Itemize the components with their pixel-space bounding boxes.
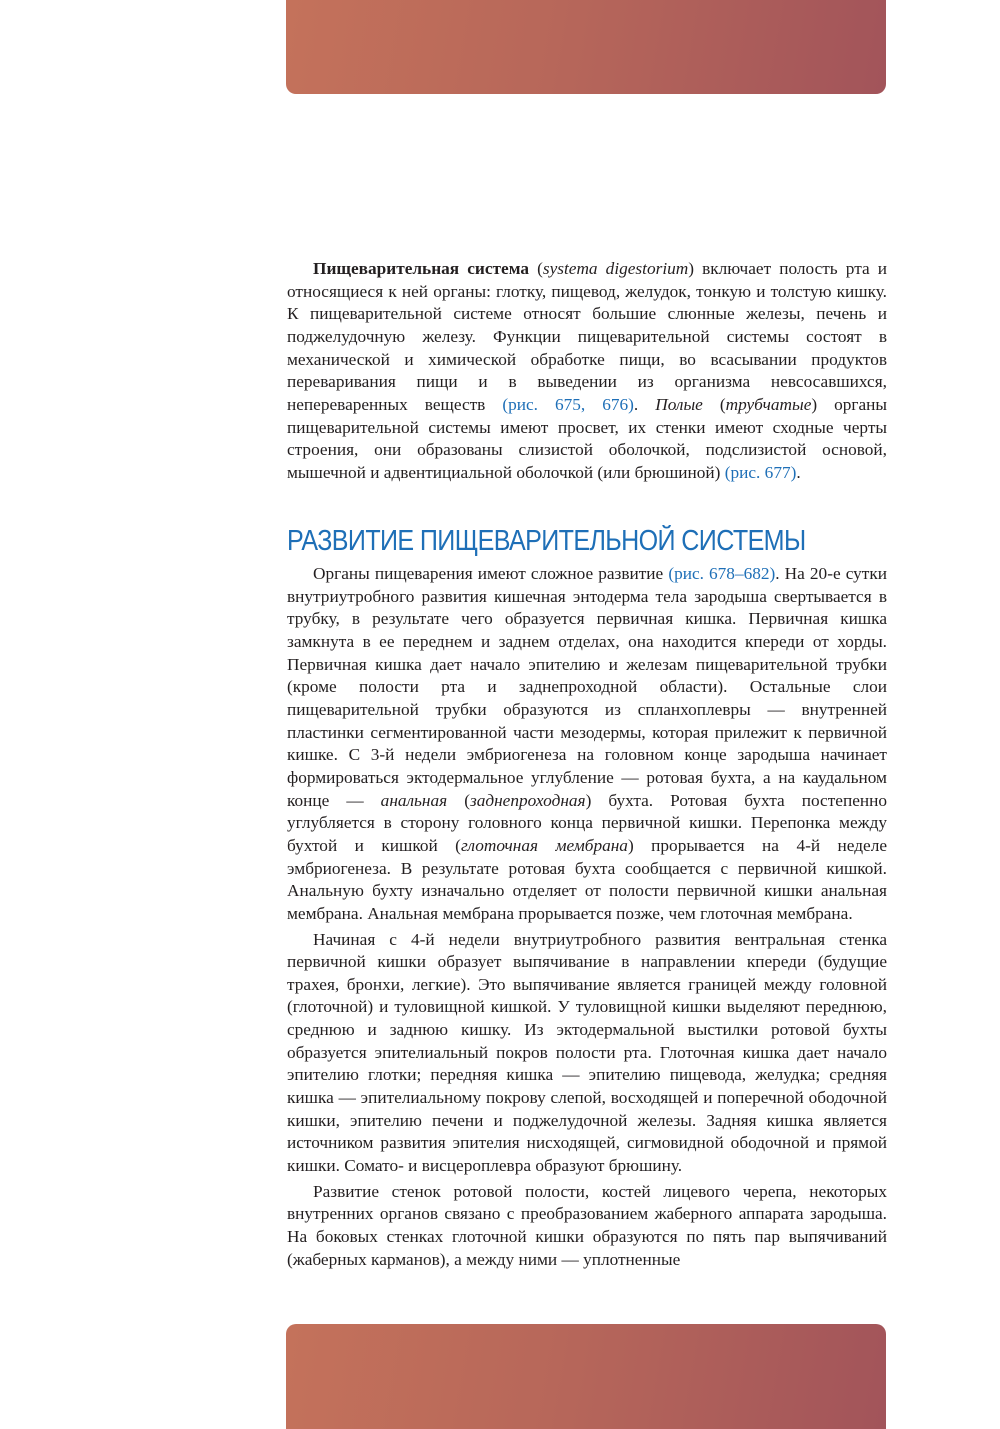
latin-term: systema digestorium [542, 259, 689, 278]
term-posterior-passage: заднепроходная [469, 790, 586, 810]
section-heading: РАЗВИТИЕ ПИЩЕВАРИТЕЛЬНОЙ СИСТЕМЫ [287, 525, 806, 557]
figure-reference-link[interactable]: (рис. 678–682) [668, 564, 776, 583]
header-decorative-band [286, 0, 886, 94]
development-paragraph-1: Органы пищеварения имеют сложное развитие (рис. 678–682). На 20-е сутки внутриутробного развития кишечная энтодерма тела зародыша свертывается в трубку, в результате чего образуется первичная кишка. Первичная кишка замкнута в ее переднем и заднем отделах, она находится кпереди от хорды. Первичная кишка дает начало эпителию и железам пищеварительной трубки (кроме полости рта и заднепроходной области). Остальные слои пищеварительной трубки образуются из спланхоплевры — внутренней пластинки сегментированной части мезодермы, которая прилежит к первичной кишке. С 3-й недели эмбриогенеза на головном конце зародыша начинает формироваться эктодермальное углубление — ротовая бухта, а на каудальном конце — анальная (заднепроходная) бухта. Ротовая бухта постепенно углубляется в сторону головного конца первичной кишки. Перепонка между бухтой и кишкой (глоточная мембрана) прорывается на 4-й неделе эмбриогенеза. В результате ротовая бухта сообщается с первичной кишкой. Анальную бухту изначально отделяет от полости первичной кишки анальная мембрана. Анальная мембрана прорывается позже, чем глоточная мембрана. [287, 564, 887, 923]
figure-reference-link[interactable]: (рис. 677) [724, 462, 797, 482]
figure-reference-link[interactable]: (рис. 675, 676) [502, 394, 634, 414]
term-pharyngeal-membrane: глоточная мембрана [460, 835, 628, 855]
term-tubular: трубчатые [725, 394, 812, 414]
development-paragraph-2: Начиная с 4-й недели внутриутробного развития вентральная стенка первичной кишки образует выпячивание в направлении кпереди (будущие трахея, бронхи, легкие). Это выпячивание является границей между головной (глоточной) и туловищной кишкой. У туловищной кишки выделяют переднюю, среднюю и заднюю кишку. Из эктодермальной выстилки ротовой бухты образуется эпителиальный покров полости рта. Глоточная кишка дает начало эпителию глотки; передняя кишка — эпителию пищевода, желудка; средняя кишка — эпителиальному покрову слепой, восходящей и поперечной ободочной кишки, эпителию печени и поджелудочной железы. Задняя кишка является источником развития эпителия нисходящей, сигмовидной ободочной и прямой кишки. Сомато- и висцероплевра образуют брюшину. [287, 929, 887, 1176]
term-anal: анальная [380, 790, 448, 810]
intro-section [287, 258, 887, 485]
development-section [287, 563, 887, 1271]
intro-paragraph: Пищеварительная система (systema digestorium) включает полость рта и относящиеся к ней органы: глотку, пищевод, желудок, тонкую и толстую кишку. К пищеварительной системе относят большие слюнные железы, печень и поджелудочную железу. Функции пищеварительной системы состоят в механической и химической обработке пищи, во всасывании продуктов переваривания пищи и в выведении из организма невсосавшихся, непереваренных веществ (рис. 675, 676). Полые (трубчатые) органы пищеварительной системы имеют просвет, их стенки имеют сходные черты строения, они образованы слизистой оболочкой, подслизистой основой, мышечной и адвентициальной оболочкой (или брюшиной) (рис. 677). [287, 259, 888, 482]
development-paragraph-3: Развитие стенок ротовой полости, костей лицевого черепа, некоторых внутренних органов связано с преобразованием жаберного аппарата зародыша. На боковых стенках глоточной кишки образуются по пять пар выпячиваний (жаберных карманов), а между ними — уплотненные [287, 1181, 887, 1269]
term-hollow: Полые [655, 394, 703, 414]
footer-decorative-band [286, 1324, 886, 1429]
term-digestive-system: Пищеварительная система [313, 259, 529, 278]
